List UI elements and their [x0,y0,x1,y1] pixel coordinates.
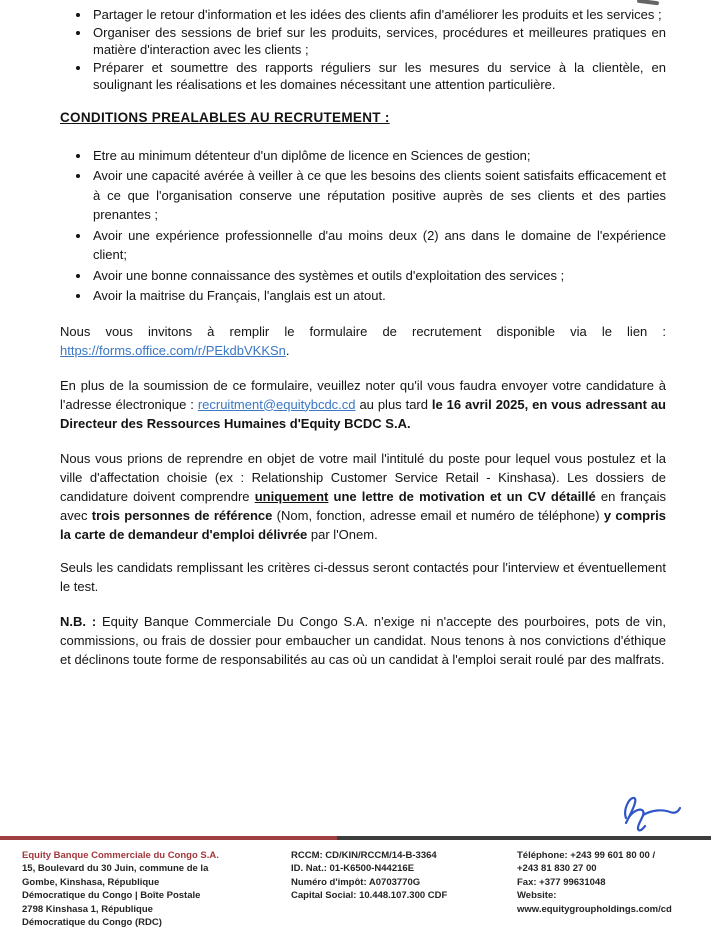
recruitment-form-link[interactable]: https://forms.office.com/r/PEkdbVKKSn [60,342,286,358]
address-line: 2798 Kinshasa 1, République [22,903,153,915]
required-docs-bold: une lettre de motivation et un CV détaillé [328,488,596,504]
conditions-list [60,146,666,306]
list-item: • Avoir la maitrise du Français, l'anglais est un atout. [91,286,666,306]
contact-line: Website: [517,890,557,902]
references-bold: trois personnes de référence [91,507,273,523]
submission-paragraph [60,376,666,433]
subject-text-3: (Nom, fonction, adresse email et numéro de téléphone) [272,507,604,523]
section-heading-conditions: CONDITIONS PREALABLES AU RECRUTEMENT : [60,109,390,125]
list-item: • Avoir une expérience professionnelle d'au moins deux (2) ans dans le domaine de l'expérience client; [91,226,666,265]
selection-paragraph: Seuls les candidats remplissant les critères ci-dessus seront contactés pour l'interview et éventuellement le test. [60,559,666,594]
company-name: Equity Banque Commerciale du Congo S.A. [22,850,219,861]
subject-text-2: en français avec [60,488,667,523]
footer-registry-block [291,849,511,903]
address-line: Démocratique du Congo (RDC) [22,917,162,929]
list-item: • Préparer et soumettre des rapports réguliers sur les mesures du service à la clientèle, en soulignant les réalisations et les domaines nécessitant une attention particulière. [91,59,666,94]
footer-contact-block [517,849,707,916]
address-line: Démocratique du Congo | Boîte Postale [22,890,201,902]
registry-line: Numéro d'impôt: A0703770G [291,876,421,888]
handwritten-signature [612,784,700,836]
website-url: www.equitygroupholdings.com/cd [517,903,672,915]
subject-paragraph [60,449,666,544]
responsibilities-list [60,6,666,94]
nb-paragraph [60,612,666,669]
subject-text-4: par l'Onem. [307,526,378,542]
form-paragraph [60,322,666,360]
contact-line: Téléphone: +243 99 601 80 00 / [517,850,656,861]
list-item: • Etre au minimum détenteur d'un diplôme de licence en Sciences de gestion; [91,146,666,166]
contact-line: Fax: +377 99631048 [517,876,606,888]
nb-text: Equity Banque Commerciale Du Congo S.A. n'exige ni n'accepte des pourboires, pots de vin, commissions, ou frais de dossier pour embaucher un candidat. Nous tenons à nos convictions d'éthique et déclinons toute forme de responsabilités au cas où un candidat à l'emploi serait roulé par des malfrats. [60,613,666,667]
submission-middle: au plus tard [355,396,432,412]
list-item: • Avoir une capacité avérée à veiller à ce que les besoins des clients soient satisfaits efficacement et à ce que l'organisation conserve une réputation positive auprès de ses clients et des parties prenantes ; [91,166,666,225]
letterhead-footer [0,836,711,933]
registry-line: Capital Social: 10.448.107.300 CDF [291,890,448,902]
form-paragraph-end: . [285,342,290,358]
address-line: Gombe, Kinshasa, République [22,876,160,888]
uniquement-bold-underline: uniquement [254,488,329,504]
submission-text: En plus de la soumission de ce formulaire, veuillez noter qu'il vous faudra envoyer votre candidature à l'adresse électronique : [60,377,666,412]
job-card-bold: y compris la carte de demandeur d'emploi délivrée [60,507,666,542]
deadline-bold-text: le 16 avril 2025, en vous adressant au Directeur des Ressources Humaines d'Equity BCDC S.A. [60,396,666,431]
form-paragraph-text: Nous vous invitons à remplir le formulaire de recrutement disponible via le lien : [60,323,666,339]
recruitment-email-link[interactable]: recruitment@equitybcdc.cd [197,396,356,412]
registry-line: ID. Nat.: 01-K6500-N44216E [291,863,415,875]
list-item: • Avoir une bonne connaissance des systèmes et outils d'exploitation des services ; [91,266,666,286]
address-line: 15, Boulevard du 30 Juin, commune de la [22,863,209,875]
nb-label: N.B. : [60,613,97,629]
contact-line: +243 81 830 27 00 [517,863,597,875]
registry-line: RCCM: CD/KIN/RCCM/14-B-3364 [291,850,437,861]
list-item: • Organiser des sessions de brief sur les produits, services, procédures et meilleures pratiques en matière d'interaction avec les clients ; [91,24,666,59]
subject-text-1: Nous vous prions de reprendre en objet de votre mail l'intitulé du poste pour lequel vous postulez et la ville d'affectation choisie (ex : Relationship Customer Service Retail - Kinshasa). Les dossiers de candidature doivent comprendre [60,450,666,504]
list-item: • Partager le retour d'information et les idées des clients afin d'améliorer les produits et les services ; [91,6,666,24]
footer-company-block [22,849,267,929]
